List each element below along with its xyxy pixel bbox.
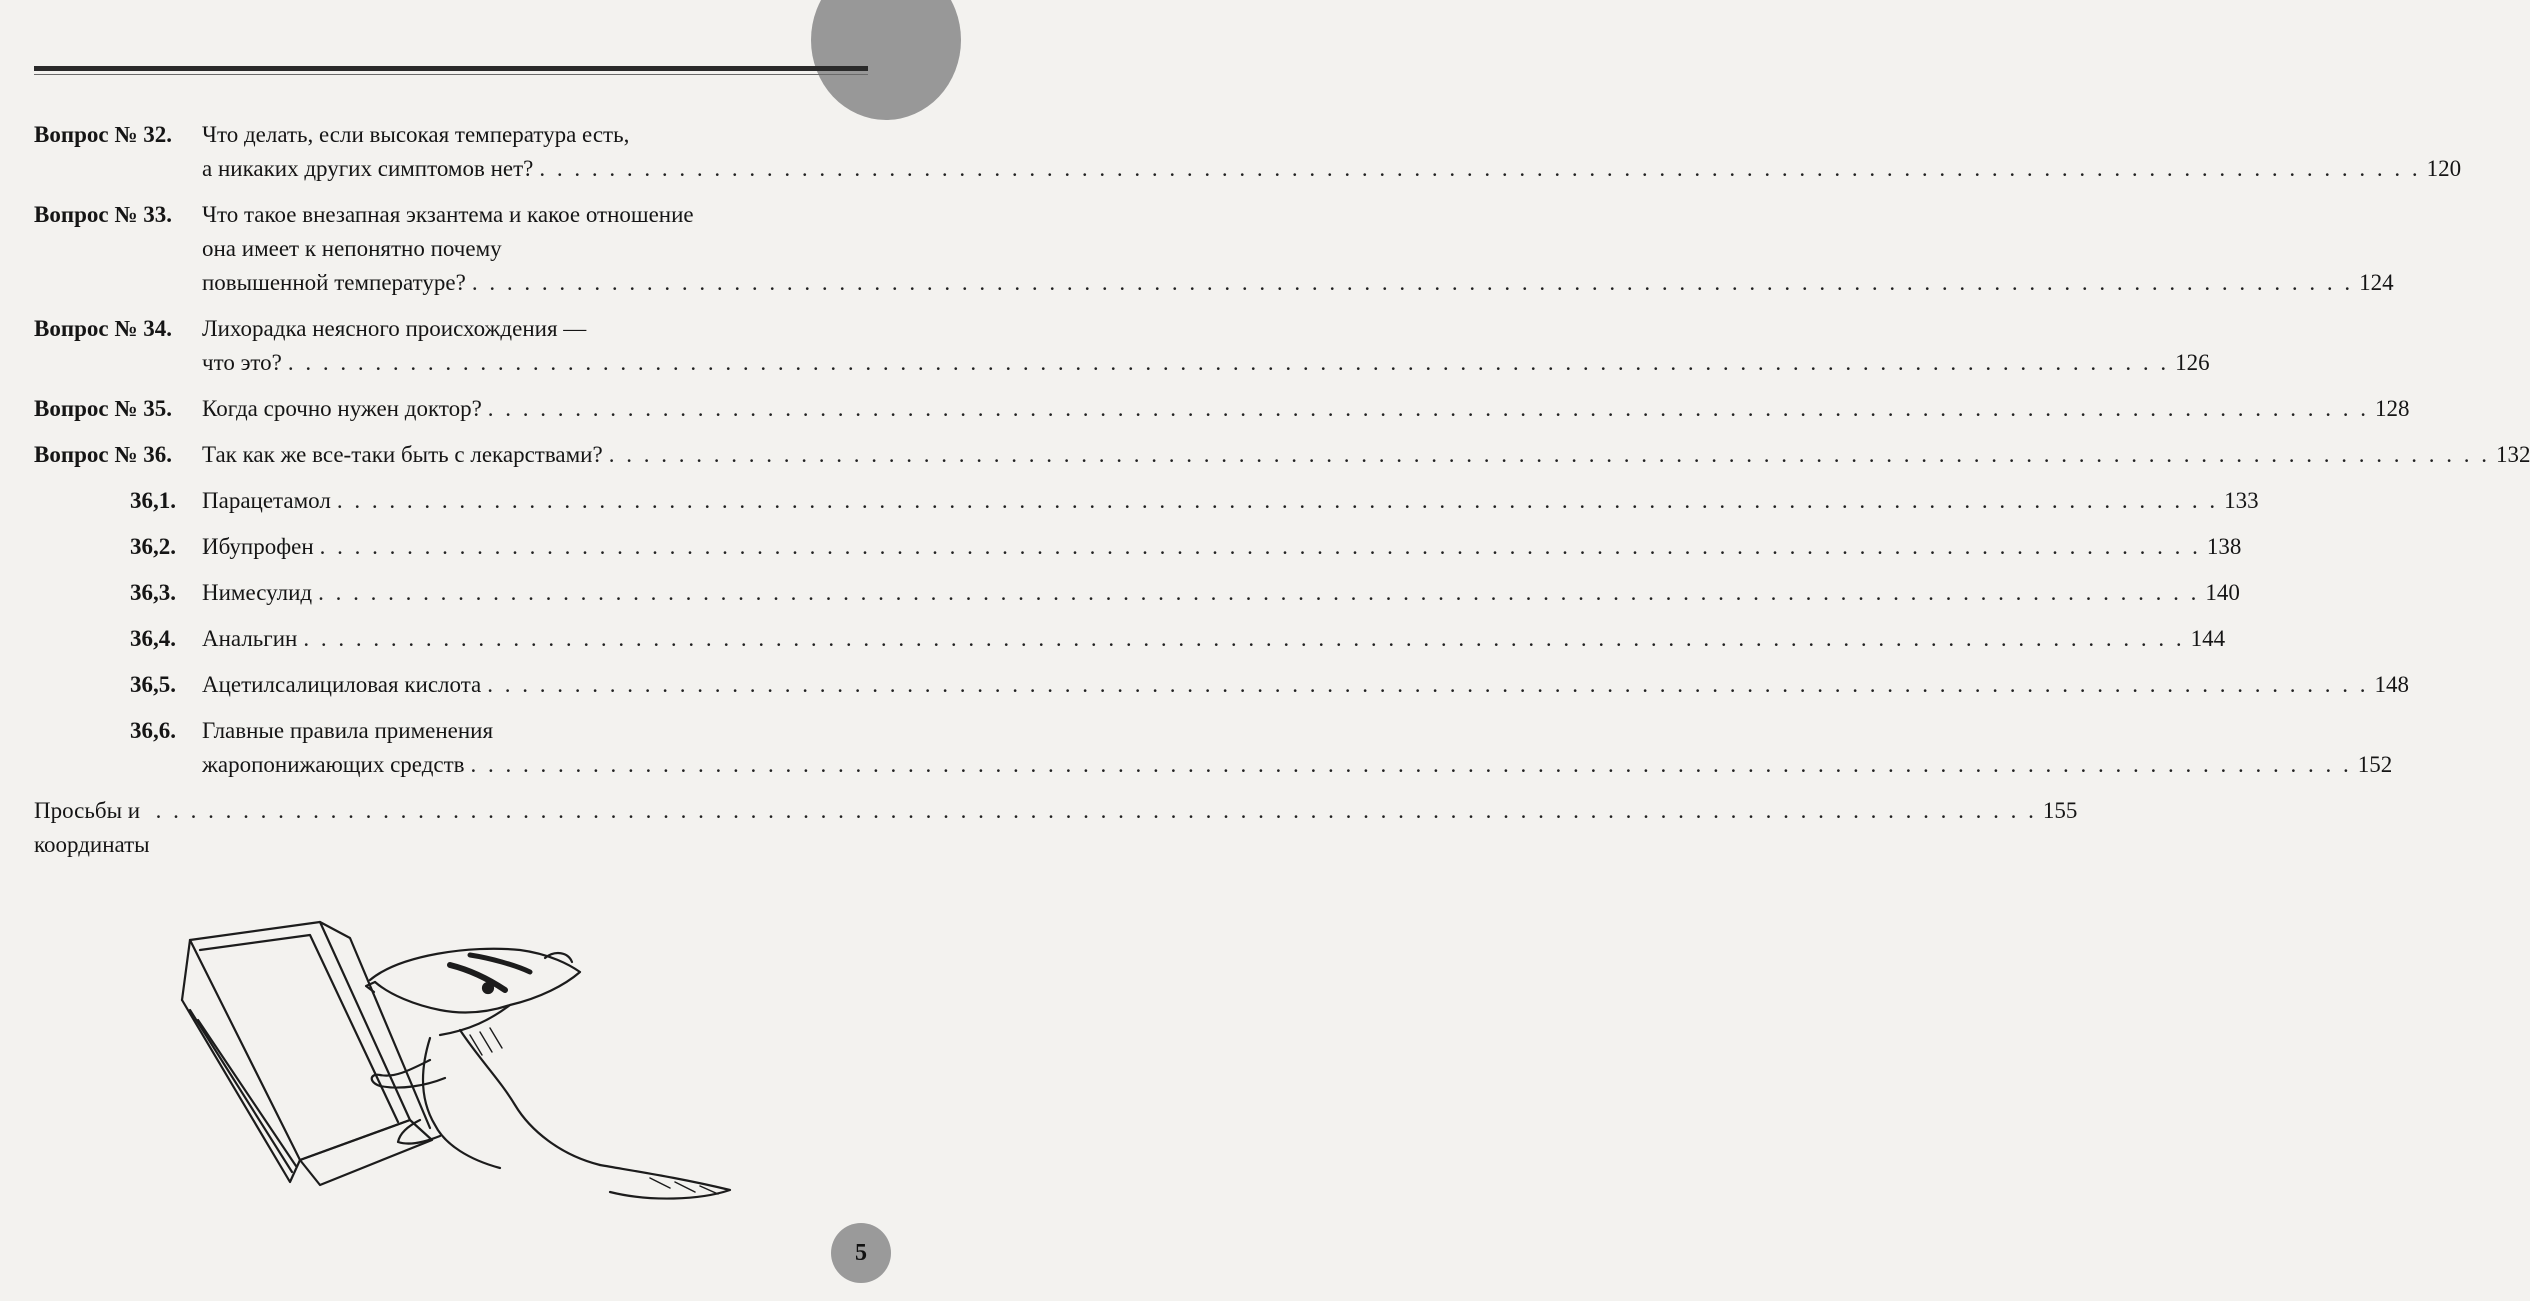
toc-entry-label: Вопрос № 34. — [34, 316, 172, 341]
toc-subentry-number: 36,6. — [130, 718, 176, 743]
leader-dots — [320, 530, 2201, 564]
toc-entry-34[interactable] — [34, 312, 2210, 380]
toc-entry-label: Вопрос № 33. — [34, 202, 172, 227]
toc-subentry-title: Ацетилсалициловая кислота — [202, 672, 482, 697]
toc-entry-title-line: Просьбы и координаты — [34, 798, 150, 857]
toc-entry-label: Вопрос № 35. — [34, 396, 172, 421]
toc-entry-33[interactable] — [34, 198, 2394, 300]
toc-entry-page: 120 — [2426, 156, 2462, 181]
toc-subentry-title: жаропонижающих средств — [202, 752, 465, 777]
toc-subentry-36-3[interactable] — [34, 576, 2240, 610]
table-of-contents — [34, 118, 2530, 862]
toc-subentry-number: 36,2. — [130, 534, 176, 559]
toc-entry-page: 124 — [2359, 270, 2394, 295]
toc-entry-label: Вопрос № 36. — [34, 442, 172, 467]
toc-subentry-number: 36,4. — [130, 626, 176, 651]
toc-entry-36[interactable] — [34, 438, 2530, 472]
toc-subentry-36-4[interactable] — [34, 622, 2226, 656]
toc-subentry-title: Анальгин — [202, 626, 298, 651]
toc-subentry-page: 138 — [2206, 534, 2242, 559]
header-rule-thin — [34, 74, 868, 75]
toc-entry-page: 155 — [2042, 798, 2078, 823]
toc-subentry-36-6[interactable] — [34, 714, 2393, 782]
toc-entry-title-line: Что такое внезапная экзантема и какое отношение — [202, 202, 694, 227]
header-rule — [34, 66, 868, 71]
toc-entry-32[interactable] — [34, 118, 2462, 186]
leader-dots — [609, 438, 2490, 472]
toc-entry-title-line: повышенной температуре? — [202, 270, 466, 295]
corner-decoration — [811, 0, 961, 120]
toc-subentry-page: 144 — [2190, 626, 2226, 651]
toc-subentry-title: Нимесулид — [202, 580, 313, 605]
toc-subentry-title: Ибупрофен — [202, 534, 314, 559]
toc-subentry-36-1[interactable] — [34, 484, 2259, 518]
leader-dots — [488, 392, 2369, 426]
leader-dots — [471, 748, 2352, 782]
leader-dots — [288, 346, 2169, 380]
toc-entry-title-line: что это? — [202, 350, 282, 375]
toc-entry-title-line: Когда срочно нужен доктор? — [202, 396, 482, 421]
badger-reading-illustration — [170, 910, 770, 1210]
toc-entry-title-line: Лихорадка неясного происхождения — — [202, 316, 587, 341]
toc-subentry-36-2[interactable] — [34, 530, 2242, 564]
toc-entry-35[interactable] — [34, 392, 2410, 426]
toc-entry-title-line: Так как же все-таки быть с лекарствами? — [202, 442, 603, 467]
toc-entry-page: 132 — [2495, 442, 2530, 467]
leader-dots — [337, 484, 2218, 518]
toc-entry-title-line: Что делать, если высокая температура есть, — [202, 122, 630, 147]
toc-entry-title-line: а никаких других симптомов нет? — [202, 156, 534, 181]
leader-dots — [303, 622, 2184, 656]
leader-dots — [472, 266, 2353, 300]
toc-subentry-page: 148 — [2374, 672, 2409, 697]
toc-subentry-36-5[interactable] — [34, 668, 2409, 702]
toc-entry-title-line: она имеет к непонятно почему — [202, 236, 502, 261]
leader-dots — [156, 794, 2037, 828]
toc-entry-final[interactable] — [34, 794, 2078, 862]
page-number: 5 — [831, 1223, 891, 1283]
toc-subentry-page: 152 — [2357, 752, 2393, 777]
toc-subentry-number: 36,1. — [130, 488, 176, 513]
toc-subentry-page: 133 — [2224, 488, 2259, 513]
toc-entry-page: 126 — [2175, 350, 2210, 375]
leader-dots — [318, 576, 2199, 610]
toc-subentry-page: 140 — [2205, 580, 2240, 605]
toc-entry-label: Вопрос № 32. — [34, 122, 172, 147]
toc-entry-page: 128 — [2375, 396, 2410, 421]
toc-subentry-title: Главные правила применения — [202, 718, 494, 743]
toc-subentry-number: 36,3. — [130, 580, 176, 605]
leader-dots — [539, 152, 2420, 186]
leader-dots — [487, 668, 2368, 702]
toc-subentry-title: Парацетамол — [202, 488, 331, 513]
toc-subentry-number: 36,5. — [130, 672, 176, 697]
